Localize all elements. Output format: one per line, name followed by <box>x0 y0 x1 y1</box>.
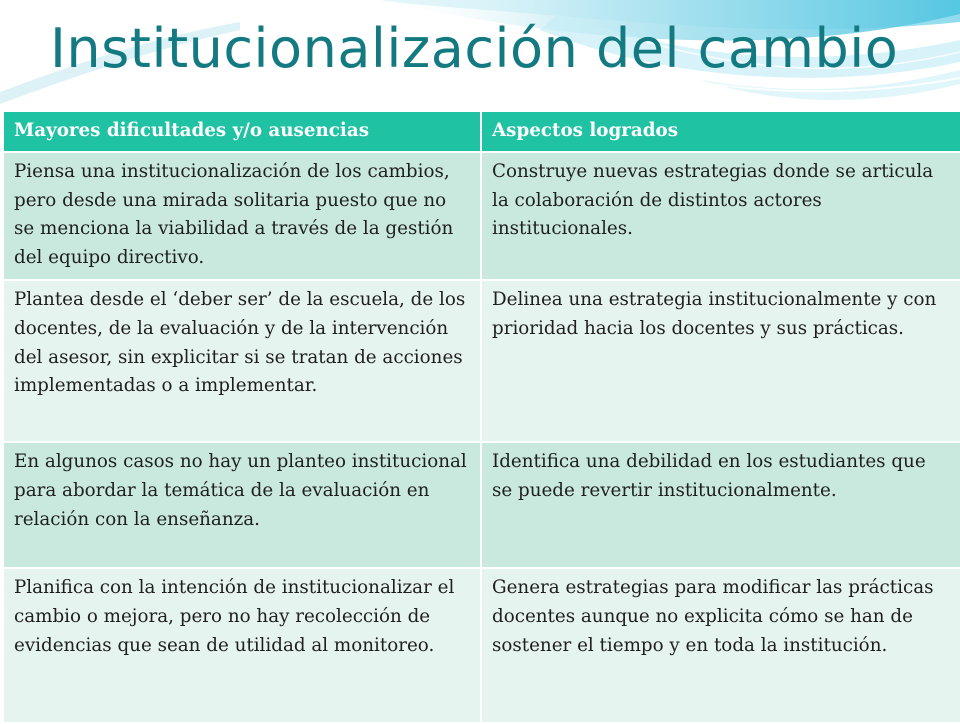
table-row <box>3 568 960 723</box>
column-header-achievements: Aspectos logrados <box>481 111 960 152</box>
achievement-cell: Identifica una debilidad en los estudiantes que se puede revertir institucionalmente. <box>481 442 960 568</box>
slide-title: Institucionalización del cambio <box>50 17 899 80</box>
table-row <box>3 442 960 568</box>
comparison-table <box>2 110 960 724</box>
difficulty-cell: Plantea desde el ‘deber ser’ de la escuela, de los docentes, de la evaluación y de la intervención del asesor, sin explicitar si se tratan de acciones implementadas o a implementar. <box>3 280 481 442</box>
achievement-cell: Genera estrategias para modificar las prácticas docentes aunque no explicita cómo se han de sostener el tiempo y en toda la institución. <box>481 568 960 723</box>
column-header-difficulties: Mayores dificultades y/o ausencias <box>3 111 481 152</box>
difficulty-cell: Piensa una institucionalización de los cambios, pero desde una mirada solitaria puesto que no se menciona la viabilidad a través de la gestión del equipo directivo. <box>3 152 481 280</box>
table-row <box>3 280 960 442</box>
achievement-cell: Delinea una estrategia institucionalmente y con prioridad hacia los docentes y sus prácticas. <box>481 280 960 442</box>
difficulty-cell: En algunos casos no hay un planteo institucional para abordar la temática de la evaluación en relación con la enseñanza. <box>3 442 481 568</box>
table-header-row <box>3 111 960 152</box>
difficulty-cell: Planifica con la intención de institucionalizar el cambio o mejora, pero no hay recolección de evidencias que sean de utilidad al monitoreo. <box>3 568 481 723</box>
table-row <box>3 152 960 280</box>
achievement-cell: Construye nuevas estrategias donde se articula la colaboración de distintos actores institucionales. <box>481 152 960 280</box>
